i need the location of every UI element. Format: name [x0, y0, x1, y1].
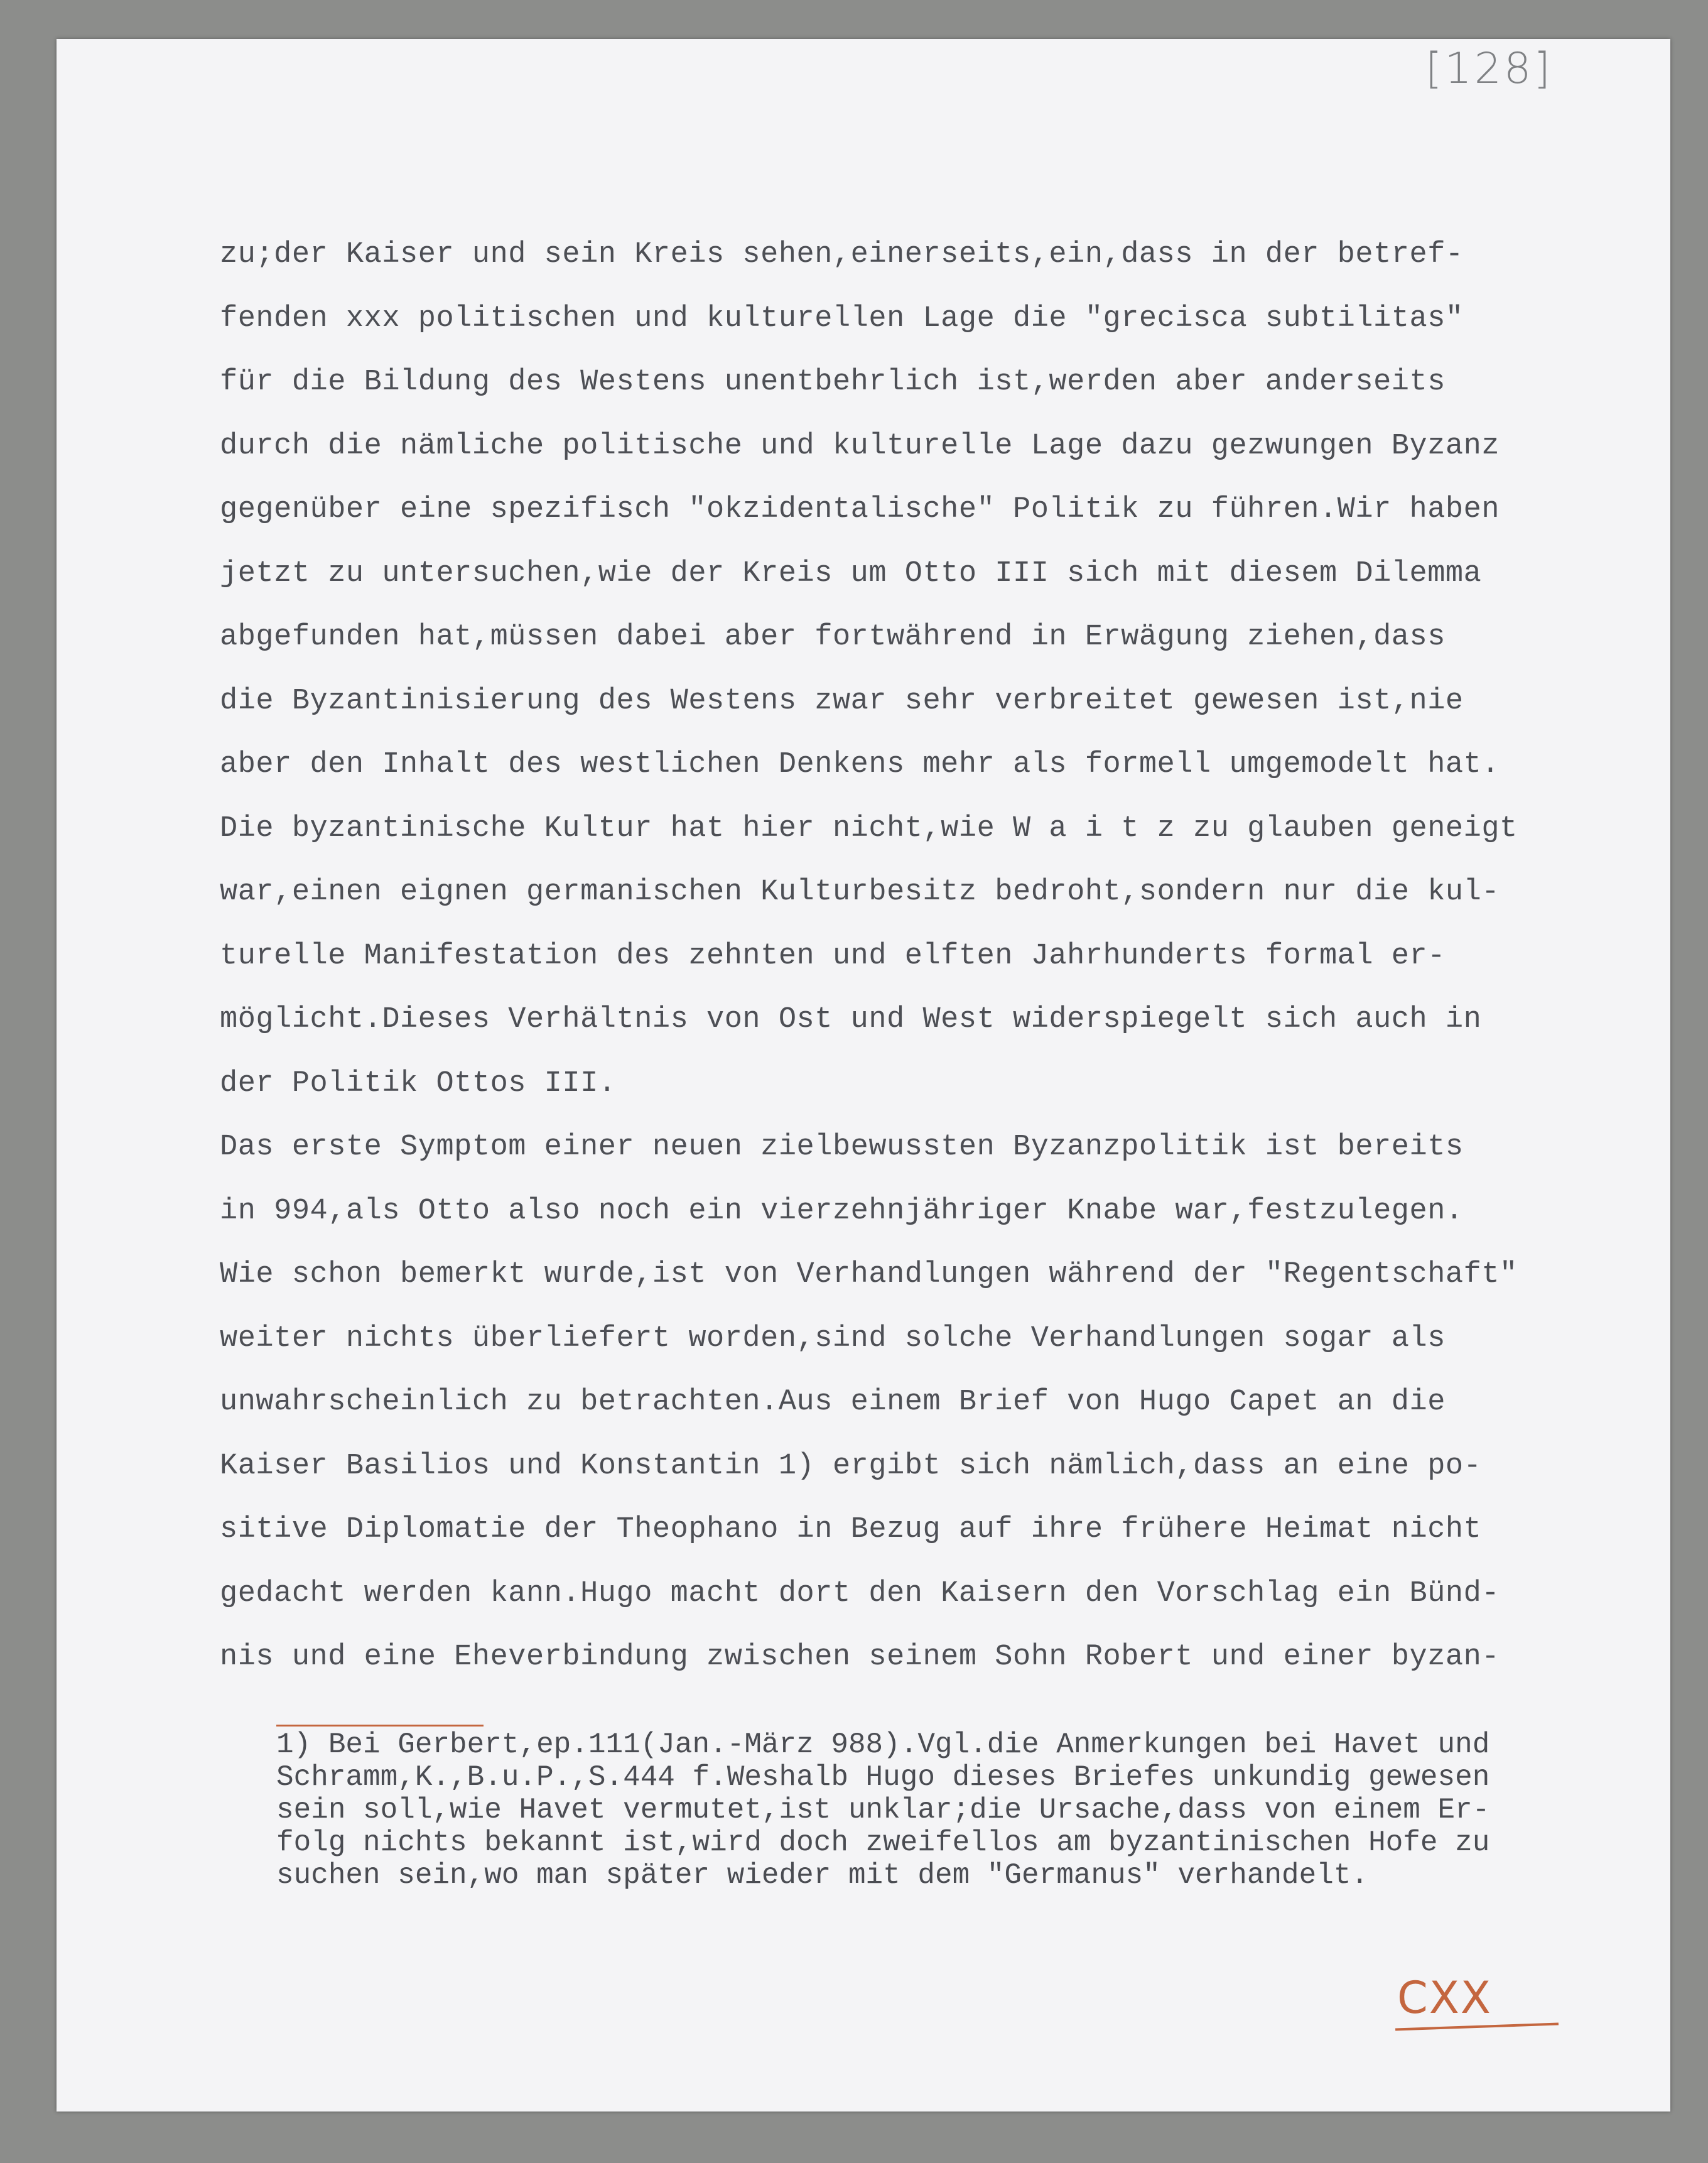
body-line: Die byzantinische Kultur hat hier nicht,wie W a i t z zu glauben geneigt	[220, 811, 1518, 845]
body-line: Das erste Symptom einer neuen zielbewussten Byzanzpolitik ist bereits	[220, 1130, 1464, 1164]
body-line: sitive Diplomatie der Theophano in Bezug auf ihre frühere Heimat nicht	[220, 1513, 1482, 1546]
footnote-divider	[276, 1725, 484, 1727]
body-line: gegenüber eine spezifisch "okzidentalische" Politik zu führen.Wir haben	[220, 493, 1500, 526]
body-line: jetzt zu untersuchen,wie der Kreis um Otto III sich mit diesem Dilemma	[220, 556, 1482, 590]
page-number: [128]	[1425, 44, 1553, 94]
body-line: Wie schon bemerkt wurde,ist von Verhandlungen während der "Regentschaft"	[220, 1258, 1518, 1291]
body-line: nis und eine Eheverbindung zwischen seinem Sohn Robert und einer byzan-	[220, 1640, 1500, 1674]
body-line: unwahrscheinlich zu betrachten.Aus einem Brief von Hugo Capet an die	[220, 1385, 1446, 1419]
body-text	[220, 223, 1658, 1689]
body-line: abgefunden hat,müssen dabei aber fortwährend in Erwägung ziehen,dass	[220, 621, 1446, 654]
body-line: in 994,als Otto also noch ein vierzehnjähriger Knabe war,festzulegen.	[220, 1194, 1464, 1228]
body-line: durch die nämliche politische und kulturelle Lage dazu gezwungen Byzanz	[220, 429, 1500, 463]
body-line: gedacht werden kann.Hugo macht dort den Kaisern den Vorschlag ein Bünd-	[220, 1576, 1500, 1610]
footnotes	[276, 1728, 1651, 1892]
archive-mark: CXX	[1397, 1972, 1492, 2024]
footnote-line: Schramm,K.,B.u.P.,S.444 f.Weshalb Hugo dieses Briefes unkundig gewesen	[276, 1761, 1490, 1794]
body-line: der Politik Ottos III.	[220, 1066, 617, 1100]
footnote-line: folg nichts bekannt ist,wird doch zweifellos am byzantinischen Hofe zu	[276, 1826, 1490, 1859]
body-line: Kaiser Basilios und Konstantin 1) ergibt sich nämlich,dass an eine po-	[220, 1449, 1482, 1483]
footnote-line: sein soll,wie Havet vermutet,ist unklar;die Ursache,dass von einem Er-	[276, 1794, 1490, 1826]
footnote-line: 1) Bei Gerbert,ep.111(Jan.-März 988).Vgl.die Anmerkungen bei Havet und	[276, 1728, 1490, 1761]
footnote-line: suchen sein,wo man später wieder mit dem "Germanus" verhandelt.	[276, 1859, 1369, 1892]
body-line: weiter nichts überliefert worden,sind solche Verhandlungen sogar als	[220, 1321, 1446, 1355]
body-line: war,einen eignen germanischen Kulturbesitz bedroht,sondern nur die kul-	[220, 876, 1500, 909]
body-line: aber den Inhalt des westlichen Denkens mehr als formell umgemodelt hat.	[220, 748, 1500, 781]
body-line: für die Bildung des Westens unentbehrlich ist,werden aber anderseits	[220, 366, 1446, 399]
body-line: fenden xxx politischen und kulturellen Lage die "grecisca subtilitas"	[220, 301, 1464, 335]
body-line: turelle Manifestation des zehnten und elften Jahrhunderts formal er-	[220, 939, 1446, 973]
body-line: die Byzantinisierung des Westens zwar sehr verbreitet gewesen ist,nie	[220, 684, 1464, 718]
body-line: zu;der Kaiser und sein Kreis sehen,einerseits,ein,dass in der betref-	[220, 238, 1464, 271]
body-line: möglicht.Dieses Verhältnis von Ost und West widerspiegelt sich auch in	[220, 1003, 1482, 1036]
